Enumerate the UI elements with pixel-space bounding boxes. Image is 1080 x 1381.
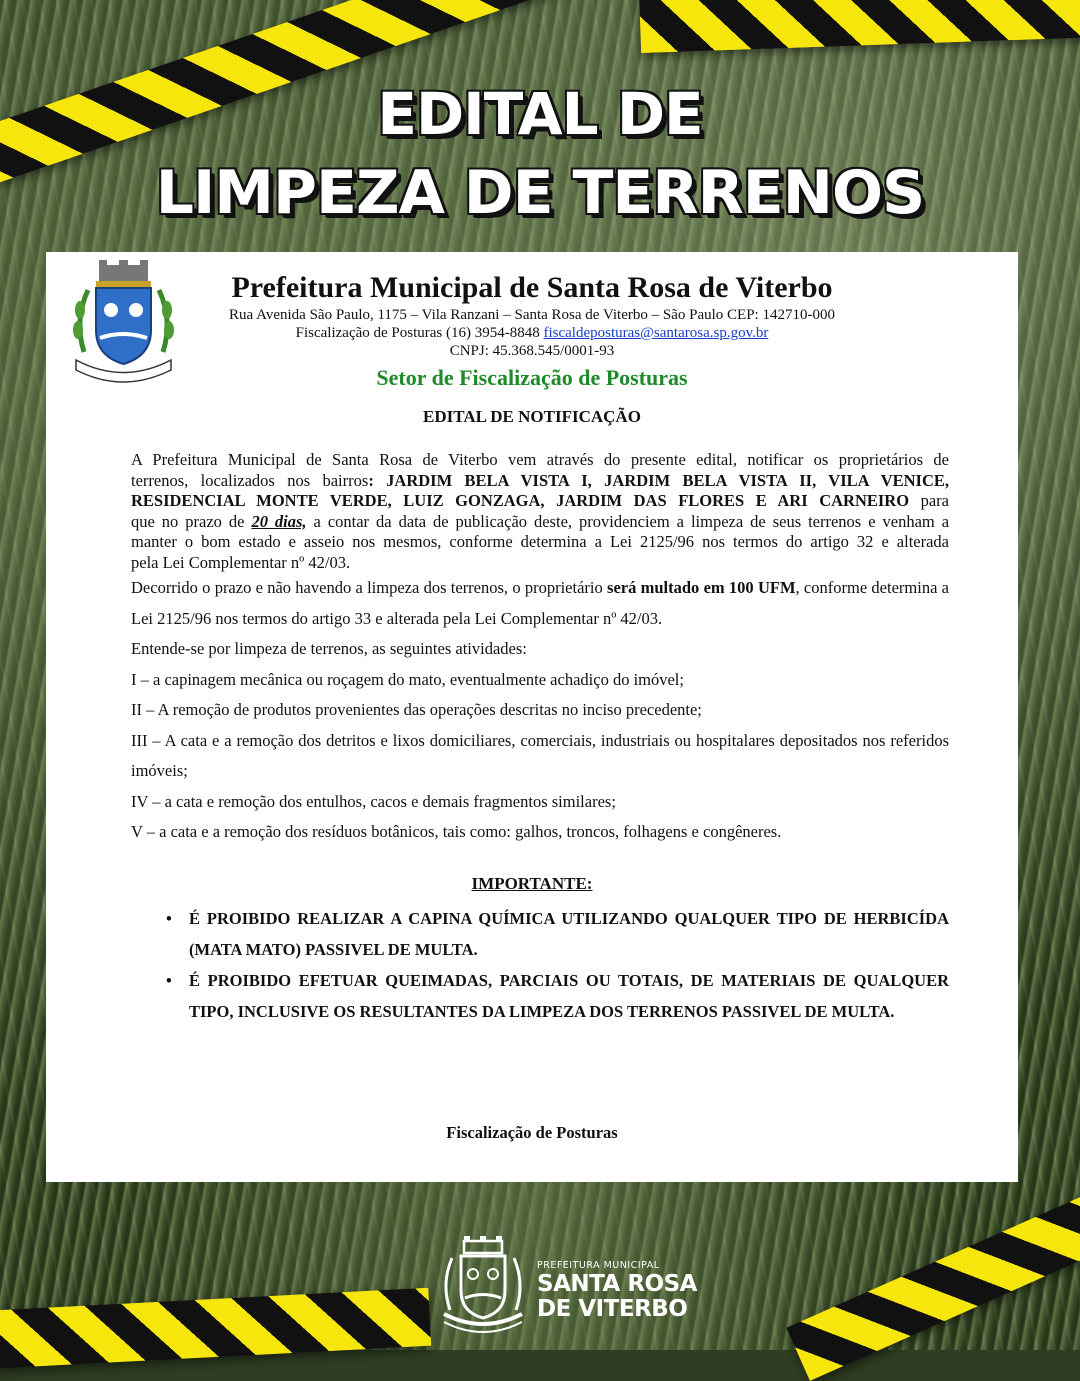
- org-address: Rua Avenida São Paulo, 1175 – Vila Ranzani – Santa Rosa de Viterbo – São Paulo CEP: 142710-000: [229, 307, 835, 323]
- p1-line4: [131, 512, 949, 533]
- activity-item-3: III – A cata e a remoção dos detritos e lixos domiciliares, comerciais, industriais ou hospitalares depositados nos referidos imóveis;: [131, 730, 949, 780]
- banner-title-line2: LIMPEZA DE TERRENOS: [155, 158, 925, 228]
- p1-line4-rest: a contar da data de publicação deste, providenciem a limpeza de seus terrenos e venham a: [313, 511, 950, 531]
- p2-text: Decorrido o prazo e não havendo a limpeza dos terrenos, o proprietário: [131, 578, 603, 597]
- deadline-text: 20 dias,: [251, 511, 307, 531]
- contact-phone: Fiscalização de Posturas (16) 3954-8848: [295, 325, 540, 341]
- bullet-icon: •: [166, 971, 172, 990]
- warning-item-2: [166, 966, 949, 1027]
- p3-definition: Entende-se por limpeza de terrenos, as seguintes atividades:: [131, 639, 527, 658]
- p1-line3: [131, 491, 949, 512]
- document-header: [46, 270, 1018, 394]
- bullet-icon: •: [166, 909, 172, 928]
- footer-city-line2: DE VITERBO: [537, 1296, 688, 1322]
- p2-fine-paragraph: [131, 573, 949, 634]
- p1-line2: [131, 471, 949, 492]
- p1-line5: manter o bom estado e asseio nos mesmos, conforme determina a Lei 2125/96 nos termos do artigo 32 e alterada: [131, 532, 949, 551]
- warning-text-2: É PROIBIDO EFETUAR QUEIMADAS, PARCIAIS OU TOTAIS, DE MATERIAIS DE QUALQUER TIPO, INCLUSIVE OS RESULTANTES DA LIMPEZA DOS TERRENOS PASSIVEL DE MULTA.: [189, 971, 949, 1021]
- email-link[interactable]: fiscaldeposturas@santarosa.sp.gov.br: [543, 325, 769, 341]
- org-name: Prefeitura Municipal de Santa Rosa de Viterbo: [231, 271, 833, 304]
- notice-document: [46, 252, 1018, 1182]
- fine-amount: será multado em 100 UFM: [607, 578, 796, 597]
- p1-line6: pela Lei Complementar nº 42/03.: [131, 552, 351, 572]
- warning-text-1: É PROIBIDO REALIZAR A CAPINA QUÍMICA UTILIZANDO QUALQUER TIPO DE HERBICÍDA (MATA MATO) PASSIVEL DE MULTA.: [189, 909, 949, 959]
- org-contact: [46, 324, 1018, 342]
- footer-small-label: PREFEITURA MUNICIPAL: [537, 1260, 660, 1271]
- p2-text-rest: , conforme determina a Lei 2125/96 nos termos do artigo 33 e alterada pela Lei Complementar nº 42/03.: [131, 578, 949, 628]
- p1-line3-text: para: [920, 491, 950, 510]
- notice-title: EDITAL DE NOTIFICAÇÃO: [423, 407, 641, 426]
- activity-item-4: IV – a cata e remoção dos entulhos, cacos e demais fragmentos similares;: [131, 791, 616, 811]
- activity-item-2: II – A remoção de produtos provenientes das operações descritas no inciso precedente;: [131, 700, 702, 719]
- p1-line2-text: terrenos, localizados nos bairros: [131, 470, 369, 490]
- warning-list: [166, 904, 949, 1028]
- banner-title-line1: EDITAL DE: [377, 80, 703, 148]
- notice-body: [131, 450, 949, 848]
- p1-neighborhoods-2: RESIDENCIAL MONTE VERDE, LUIZ GONZAGA, JARDIM DAS FLORES E ARI CARNEIRO: [131, 491, 910, 510]
- footer-wordmark: [537, 1260, 697, 1322]
- p1-neighborhoods-1: : JARDIM BELA VISTA I, JARDIM BELA VISTA II, VILA VENICE,: [368, 470, 949, 490]
- sector-name: Setor de Fiscalização de Posturas: [376, 365, 688, 390]
- footer-crest-icon: [438, 1236, 528, 1336]
- p1-line1: A Prefeitura Municipal de Santa Rosa de Viterbo vem através do presente edital, notificar os proprietários de: [131, 450, 949, 469]
- footer-city-line1: SANTA ROSA: [537, 1271, 697, 1297]
- warning-item-1: [166, 904, 949, 965]
- org-cnpj: CNPJ: 45.368.545/0001-93: [449, 343, 615, 359]
- p1-line4-text: que no prazo de: [131, 511, 245, 531]
- activity-item-1: I – a capinagem mecânica ou roçagem do mato, eventualmente achadiço do imóvel;: [131, 669, 684, 689]
- important-heading: IMPORTANTE:: [471, 874, 593, 893]
- activity-item-5: V – a cata e a remoção dos resíduos botânicos, tais como: galhos, troncos, folhagens e congêneres.: [131, 822, 782, 841]
- signature: Fiscalização de Posturas: [446, 1123, 618, 1142]
